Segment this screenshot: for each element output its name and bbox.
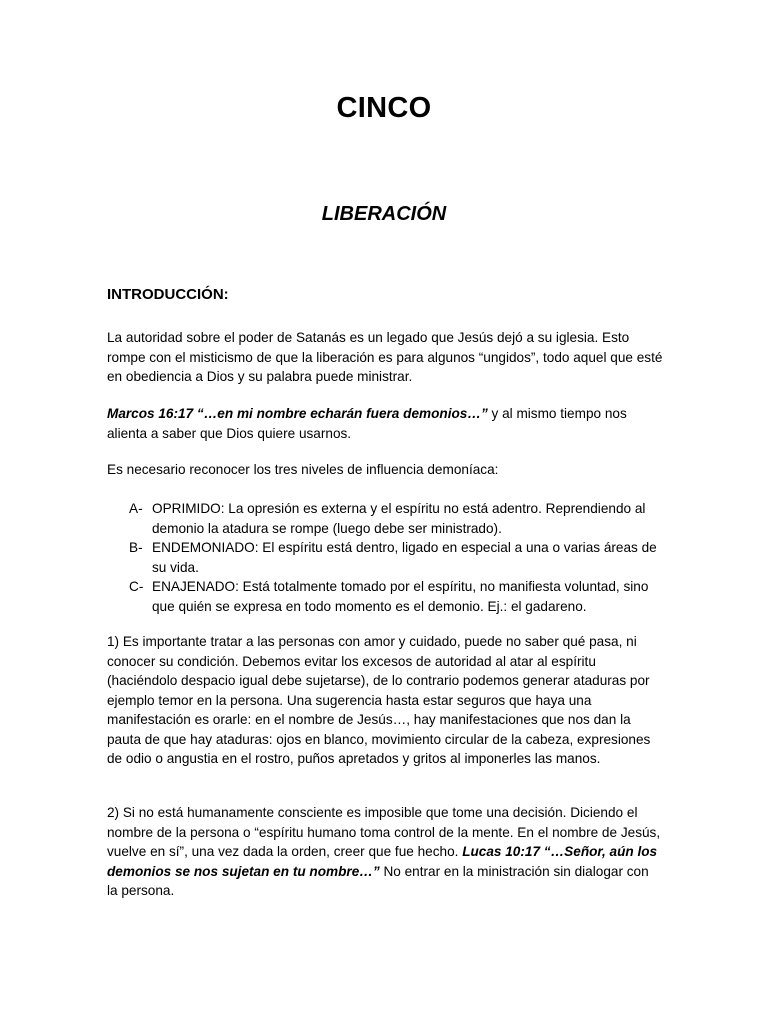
point-1-paragraph: 1) Es importante tratar a las personas con amor y cuidado, puede no saber qué pasa, ni conocer su condición. Debemos evitar los excesos de autoridad al atar al espíritu (haciéndolo despacio igual debe sujetarse), de lo contrario podemos generar ataduras por ejemplo temor en la persona. Una sugerencia hasta estar seguros que haya una manifestación es orarle: en el nombre de Jesús…, hay manifestaciones que nos dan la pauta de que hay ataduras: ojos en blanco, movimiento circular de la cabeza, expresiones de odio o angustia en el rostro, puños apretados y gritos al imponerles las manos. [107,634,651,766]
chapter-subtitle: LIBERACIÓN [321,203,447,225]
list-marker: A- [129,501,143,516]
point-2-text-end: No entrar en la ministración sin dialogar con la persona. [107,863,649,898]
list-item-text: OPRIMIDO: La opresión es externa y el espíritu no está adentro. Reprendiendo al demonio la atadura se rompe (luego debe ser ministrado). [152,501,646,536]
marcos-paragraph [107,404,663,443]
section-heading: INTRODUCCIÓN: [107,286,229,303]
list-item-text: ENDEMONIADO: El espíritu está dentro, ligado en especial a una o varias áreas de su vida. [152,540,657,575]
chapter-title: CINCO [336,92,432,124]
levels-intro-paragraph: Es necesario reconocer los tres niveles de influencia demoníaca: [107,462,499,477]
point-2-paragraph [107,803,663,901]
point-2-text-start: 2) Si no está humanamente consciente es imposible que tome una decisión. Diciendo el nombre de la persona o “espíritu humano toma control de la mente. En el nombre de Jesús, vuelve en sí”, una vez dada la orden, creer que fue hecho. [107,805,661,859]
list-item-text: ENAJENADO: Está totalmente tomado por el espíritu, no manifiesta voluntad, sino que quién se expresa en todo momento es el demonio. Ej.: el gadareno. [152,579,649,614]
list-marker: B- [129,540,143,555]
intro-paragraph: La autoridad sobre el poder de Satanás es un legado que Jesús dejó a su iglesia. Esto rompe con el misticismo de que la liberación es para algunos “ungidos”, todo aquel que esté en obediencia a Dios y su palabra puede ministrar. [107,330,663,384]
lucas-reference: Lucas 10:17 “…Señor, aún los demonios se nos sujetan en tu nombre…” [107,844,658,879]
list-item [107,499,663,538]
list-item [107,538,663,577]
list-marker: C- [129,579,144,594]
marcos-reference: Marcos 16:17 “…en mi nombre echarán fuera demonios…” [107,406,488,421]
marcos-text: y al mismo tiempo nos alienta a saber que Dios quiere usarnos. [107,406,627,441]
list-item [107,577,663,616]
levels-list [107,499,663,616]
